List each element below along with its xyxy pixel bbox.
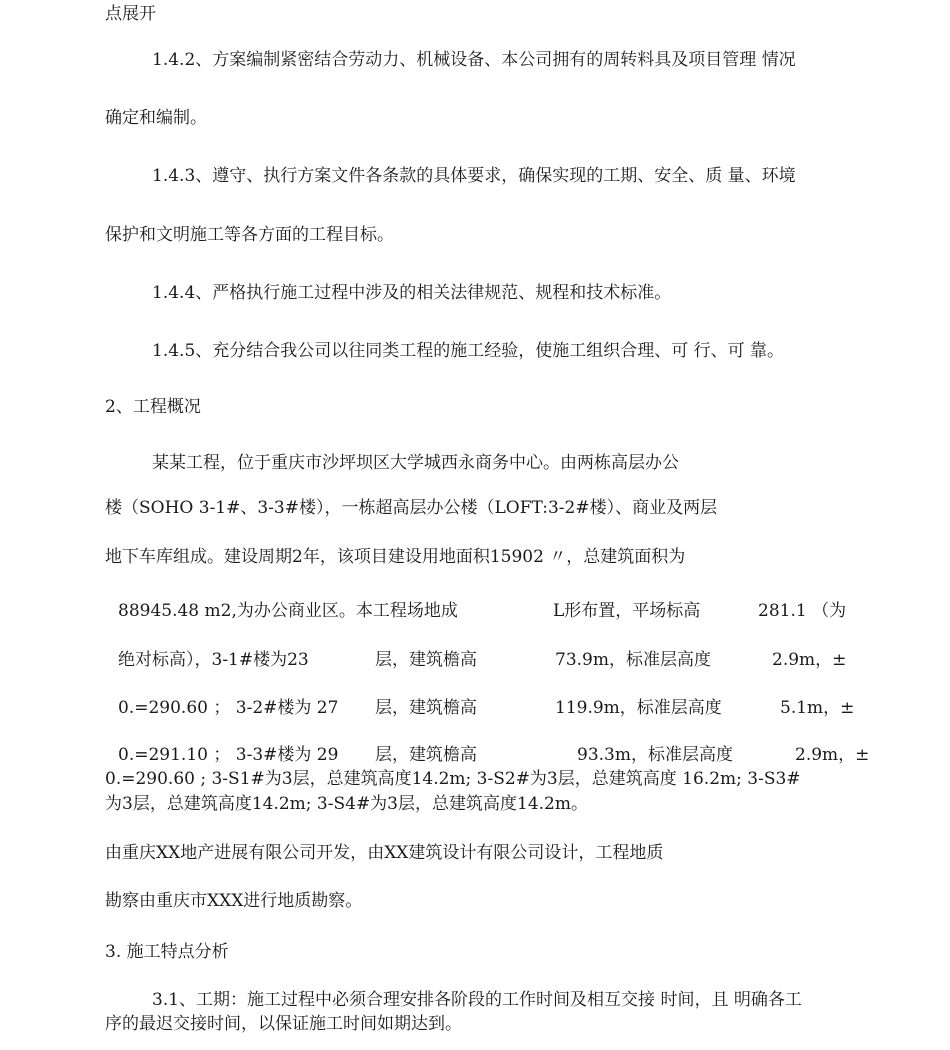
text-line: 为3层，总建筑高度14.2m; 3-S4#为3层，总建筑高度14.2m。 [105, 794, 588, 814]
row-fragment: 5.1m，± [780, 698, 855, 718]
spaced-row [0, 696, 950, 720]
spaced-row [0, 743, 950, 767]
text-line: 1.4.5、充分结合我公司以往同类工程的施工经验，使施工组织合理、可 行、可 靠。 [152, 341, 785, 361]
text-line: 确定和编制。 [105, 108, 207, 128]
row-fragment: 2.9m，± [772, 650, 847, 670]
text-line: 3.1、工期：施工过程中必须合理安排各阶段的工作时间及相互交接 时间，且 明确各工 [152, 990, 802, 1010]
row-fragment: 0.=291.10 ； 3-3#楼为 29 [118, 745, 339, 765]
section-heading: 2、工程概况 [105, 397, 201, 417]
text-line: 1.4.3、遵守、执行方案文件各条款的具体要求，确保实现的工期、安全、质 量、环境 [152, 166, 796, 186]
spaced-row [0, 599, 950, 623]
row-fragment: 层，建筑檐高 [375, 698, 477, 718]
spaced-row [0, 648, 950, 672]
row-fragment: 93.3m，标准层高度 [577, 745, 733, 765]
text-line: 地下车库组成。建设周期2年，该项目建设用地面积15902 〃，总建筑面积为 [105, 547, 686, 567]
row-fragment: 0.=290.60 ； 3-2#楼为 27 [118, 698, 339, 718]
text-line: 序的最迟交接时间，以保证施工时间如期达到。 [105, 1014, 462, 1034]
row-fragment: L形布置，平场标高 [553, 601, 701, 621]
section-heading: 3. 施工特点分析 [105, 942, 229, 962]
text-line: 0.=290.60 ; 3-S1#为3层，总建筑高度14.2m; 3-S2#为3层，总建筑高度 16.2m; 3-S3# [105, 769, 801, 789]
row-fragment: 层，建筑檐高 [375, 650, 477, 670]
text-line: 由重庆XX地产进展有限公司开发，由XX建筑设计有限公司设计，工程地质 [105, 843, 664, 863]
row-fragment: 281.1 （为 [758, 601, 847, 621]
row-fragment: 73.9m，标准层高度 [555, 650, 711, 670]
row-fragment: 绝对标高），3-1#楼为23 [118, 650, 309, 670]
text-line: 1.4.2、方案编制紧密结合劳动力、机械设备、本公司拥有的周转料具及项目管理 情况 [152, 50, 796, 70]
row-fragment: 2.9m，± [795, 745, 870, 765]
text-line: 某某工程，位于重庆市沙坪坝区大学城西永商务中心。由两栋高层办公 [152, 453, 679, 473]
row-fragment: 层，建筑檐高 [375, 745, 477, 765]
text-line: 勘察由重庆市XXX进行地质勘察。 [105, 891, 363, 911]
row-fragment: 88945.48 m2,为办公商业区。本工程场地成 [118, 601, 458, 621]
text-line: 1.4.4、严格执行施工过程中涉及的相关法律规范、规程和技术标准。 [152, 283, 672, 303]
text-line: 楼（SOHO 3-1#、3-3#楼），一栋超高层办公楼（LOFT:3-2#楼）、商业及两层 [105, 498, 718, 518]
text-line: 点展开 [105, 4, 156, 24]
row-fragment: 119.9m，标准层高度 [555, 698, 722, 718]
text-line: 保护和文明施工等各方面的工程目标。 [105, 225, 394, 245]
